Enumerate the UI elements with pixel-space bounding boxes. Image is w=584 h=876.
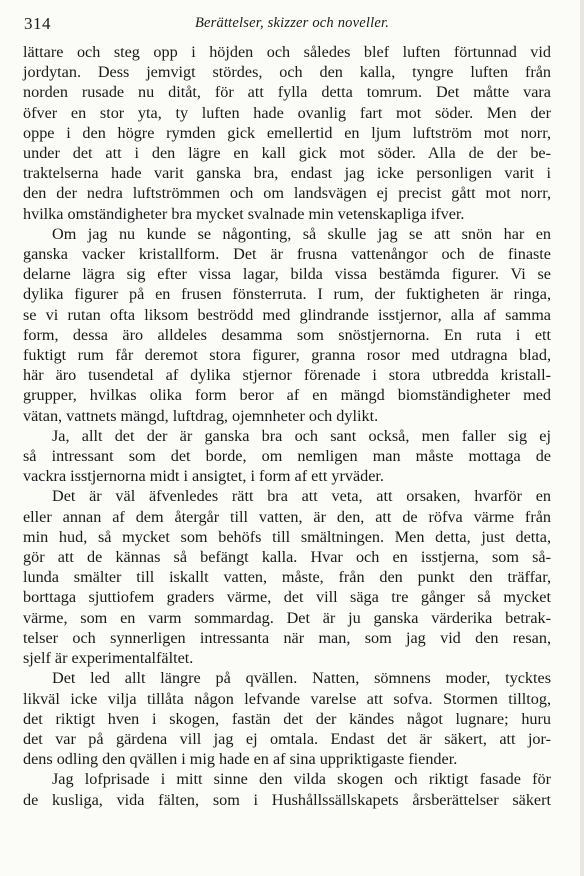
text-line: vackra isstjernorna midt i ansigtet, i form af ett yrväder. [23, 467, 384, 486]
text-line: borttaga sjuttiofem graders värme, det vill säga tre gånger så mycket [23, 588, 551, 607]
text-line: de kusliga, vida fälten, som i Hushållssällskapets årsberättelser säkert [23, 790, 551, 809]
text-line: Det led allt längre på qvällen. Natten, sömnens moder, tycktes [52, 669, 551, 688]
text-line: värme, som en varm sommardag. Det är ju ganska värderika betrak- [23, 608, 551, 627]
text-line: hvilka omständigheter bra mycket svalnade min vetenskapliga ifver. [23, 204, 465, 223]
text-line: se vi rutan ofta liksom beströdd med glindrande isstjernor, alla af samma [23, 305, 551, 324]
text-line: oppe i den högre rymden gick emellertid en ljum luftström mot norr, [23, 123, 551, 142]
text-line: min hud, så mycket som behöfs till smältningen. Men detta, just detta, [23, 527, 551, 546]
text-line: form, dessa äro alldeles desamma som snöstjernorna. En ruta i ett [23, 325, 551, 344]
text-line: vätan, vattnets mängd, luftdrag, ojemnheter och dylikt. [23, 406, 379, 425]
text-line: eller annan af dem återgår till vatten, är den, att de röfva värme från [23, 507, 551, 526]
page-number: 314 [24, 14, 51, 33]
text-line: lunda smälter till iskallt vatten, måste, från den punkt den träffar, [23, 568, 551, 587]
text-line: så intressant som det borde, om nemligen man måste mottaga de [23, 447, 551, 466]
text-line: Jag lofprisade i mitt sinne den vilda skogen och riktigt fasade för [52, 770, 551, 789]
text-line: fuktigt rum får deremot stora figurer, granna rosor med utdragna blad, [23, 346, 551, 365]
text-line: grupper, hvilkas olika form beror af en mängd biomständigheter med [23, 386, 551, 405]
page-edge [580, 0, 584, 876]
body-text [23, 42, 551, 810]
text-line: likväl icke vilja tillåta någon lefvande varelse att sofva. Stormen tilltog, [23, 689, 551, 708]
text-line: dens odling den qvällen i mig hade en af sina uppriktigaste fiender. [23, 750, 458, 769]
text-line: lättare och steg opp i höjden och således blef luften förtunnad vid [23, 43, 551, 61]
text-line: under det att i den lägre en kall gick mot söder. Alla de der be- [23, 144, 551, 163]
text-line: här äro tusendetal af dylika stjernor förenade i stora utbredda kristall- [23, 366, 551, 385]
text-line: gör att de kännas så befängt kalla. Hvar och en isstjerna, som så- [23, 548, 551, 567]
text-line: Det är väl äfvenledes rätt bra att veta, att orsaken, hvarför en [52, 487, 551, 506]
text-line: norden rusade nu ditåt, för att fylla detta tomrum. Det måtte vara [23, 83, 551, 102]
text-line: Ja, allt det der är ganska bra och sant också, men faller sig ej [52, 426, 551, 445]
text-line: öfver en stor yta, ty luften hade ovanlig fart mot söder. Men der [23, 103, 551, 122]
text-line: det var på gärdena vill jag ej omtala. Endast det är säkert, att jor- [23, 729, 551, 748]
running-title: Berättelser, skizzer och noveller. [194, 15, 390, 31]
text-line: dylika figurer på en frusen fönsterruta. I rum, der fuktigheten är ringa, [23, 285, 551, 304]
text-line: det riktigt hven i skogen, fastän det der kändes något lugnare; huru [23, 709, 551, 728]
page-header [22, 14, 562, 38]
text-line: den der nedra luftströmmen och om landsvägen ej precist gått mot norr, [23, 184, 551, 203]
text-line: ganska vacker kristallform. Det är frusna vattenångor och de finaste [23, 245, 551, 264]
text-line: telser och synnerligen intressanta när man, som jag vid den resan, [23, 628, 551, 647]
text-line: delarne lägra sig efter vissa lagar, bilda vissa bestämda figurer. Vi se [23, 265, 551, 284]
text-line: sjelf är experimentalfältet. [23, 649, 194, 668]
text-line: Om jag nu kunde se någonting, så skulle jag se att snön har en [52, 224, 551, 243]
text-line: jordytan. Dess jemvigt stördes, och den kalla, tyngre luften från [23, 63, 551, 82]
text-line: traktelserna hade varit ganska bra, endast jag icke personligen varit i [23, 164, 551, 183]
